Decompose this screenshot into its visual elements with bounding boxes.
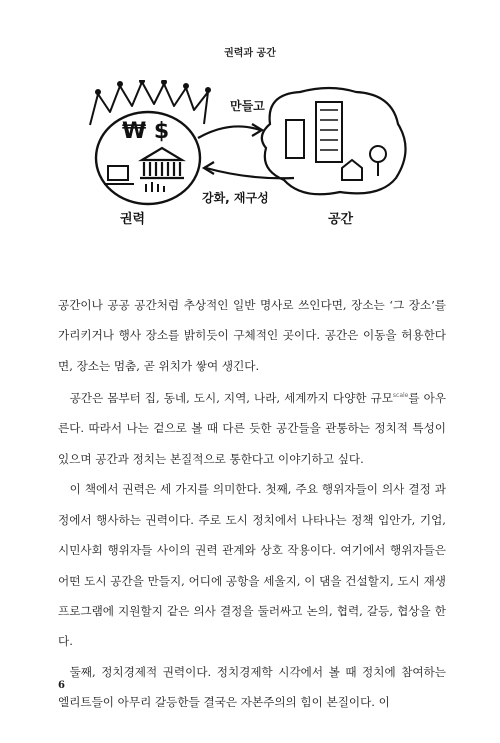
government-building-icon [140,148,184,178]
paragraph-2: 공간은 몸부터 집, 동네, 도시, 지역, 나라, 세계까지 다양한 규모$^{scale}$를 아우른다. 따라서 나는 겉으로 볼 때 다른 듯한 공간들을 관통하는 정치적 특성이 있으며 공간과 정치는 본질적으로 통한다고 이야기하고 싶다. [58,391,446,466]
strengthen-label: 강화, 재구성 [202,191,269,205]
paragraph-3: 이 책에서 권력은 세 가지를 의미한다. 첫째, 주요 행위자들이 의사 결정 과정에서 행사하는 권력이다. 주로 도시 정치에서 나타나는 정책 입안가, 기업, 시민사회 행위자들 사이의 권력 관계와 상호 작용이다. 여기에서 행위자들은 어떤 도시 공간을 만들지, 어디에 공항을 세울지, 이 댐을 건설할지, 도시 재생 프로그램에 지원할지 같은 의사 결정을 둘러싸고 논의, 협력, 갈등, 협상을 한다. [58,482,446,649]
desk-icon [104,166,134,184]
power-label: 권력 [120,212,146,227]
create-arrow [198,126,260,138]
tall-building-icon [316,102,342,162]
house-icon [342,160,362,180]
space-label: 공간 [328,212,354,227]
tree-icon [370,146,386,162]
building-icon [286,120,304,158]
hand-icon [146,182,164,192]
paragraph-1: 공간이나 공공 공간처럼 추상적인 일반 명사로 쓰인다면, 장소는 ‘그 장소’를 가리키거나 행사 장소를 밝히듯이 구체적인 곳이다. 공간은 이동을 허용한다면, 장소는 멈춤, 곧 위치가 쌓여 생긴다. [58,298,446,373]
paragraph-4: 둘째, 정치경제적 권력이다. 정치경제학 시각에서 볼 때 정치에 참여하는 엘리트들이 아무리 갈등한들 결국은 자본주의의 힘이 본질이다. 이 [58,664,446,710]
scale-annotation: scale [392,392,409,400]
page-number: 6 [58,680,65,691]
strengthen-arrow [206,168,294,178]
power-space-illustration [80,80,420,230]
body-text [58,290,446,718]
running-header: 권력과 공간 [224,48,276,59]
create-label: 만들고 [230,99,265,113]
money-symbols: ₩ $ [122,119,170,144]
